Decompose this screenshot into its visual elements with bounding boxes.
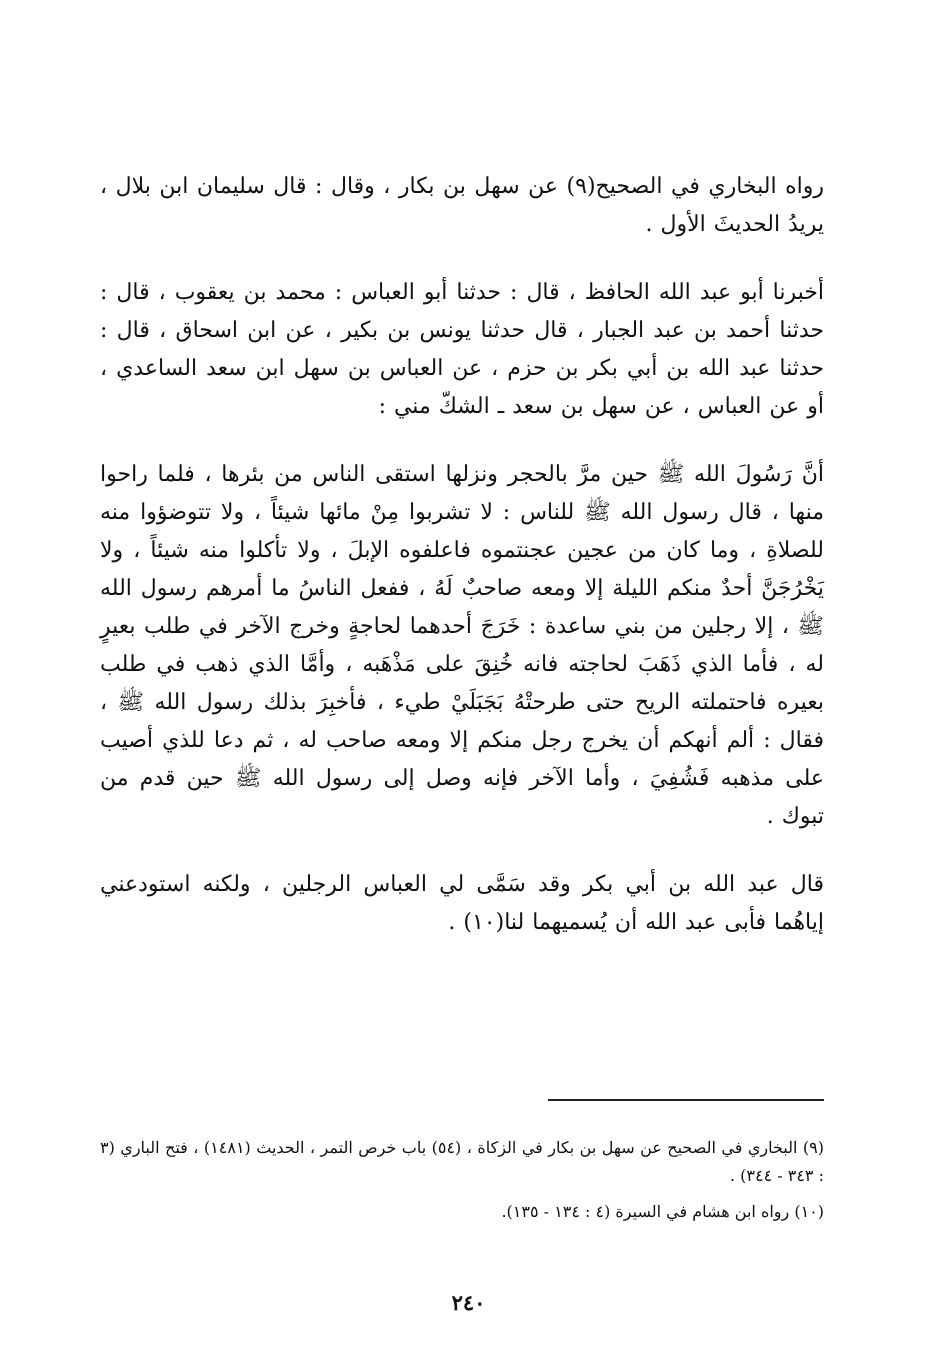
paragraph-1: رواه البخاري في الصحيح(٩) عن سهل بن بكار ، وقال : قال سليمان ابن بلال ، يريدُ الحديثَ الأول . xyxy=(100,174,824,237)
footnotes xyxy=(100,1134,824,1234)
footnote-9: (٩) البخاري في الصحيح عن سهل بن بكار في الزكاة ، (٥٤) باب خرص التمر ، الحديث (١٤٨١) ، فتح الباري (٣ : ٣٤٣ - ٣٤٤) . xyxy=(100,1138,824,1185)
paragraph-3: أنَّ رَسُولَ الله ﷺ حين مرَّ بالحجر ونزلها استقى الناس من بئرها ، فلما راحوا منها ، قال رسول الله ﷺ للناس : لا تشربوا مِنْ مائها شيئاً ، ولا تتوضؤوا منه للصلاةِ ، وما كان من عجين عجنتموه فاعلفوه الإبلَ ، ولا تأكلوا منه شيئاً ، ولا يَخْرُجَنَّ أحدٌ منكم الليلة إلا ومعه صاحبٌ لَهُ ، ففعل الناسُ ما أمرهم رسول الله ﷺ ، إلا رجلين من بني ساعدة : خَرَجَ أحدهما لحاجةٍ وخرج الآخر في طلب بعيرٍ له ، فأما الذي ذَهَبَ لحاجته فانه خُنِقَ على مَذْهَبه ، وأمَّا الذي ذهب في طلب بعيره فاحتملته الريح حتى طرحتْهُ بَجَبَلَيْ طيء ، فأخبِرَ بذلك رسول الله ﷺ ، فقال : ألم أنهكم أن يخرج رجل منكم إلا ومعه صاحب له ، ثم دعا للذي أصيب على مذهبه فَشُفِيَ ، وأما الآخر فإنه وصل إلى رسول الله ﷺ حين قدم من تبوك . xyxy=(100,462,824,829)
paragraph-2: أخبرنا أبو عبد الله الحافظ ، قال : حدثنا أبو العباس : محمد بن يعقوب ، قال : حدثنا أحمد بن عبد الجبار ، قال حدثنا يونس بن بكير ، عن ابن اسحاق ، قال : حدثنا عبد الله بن أبي بكر بن حزم ، عن العباس بن سهل ابن سعد الساعدي ، أو عن العباس ، عن سهل بن سعد ـ الشكّ مني : xyxy=(100,280,824,419)
main-text xyxy=(100,168,824,942)
footnote-10: (١٠) رواه ابن هشام في السيرة (٤ : ١٣٤ - ١٣٥). xyxy=(501,1202,824,1221)
page-number: ٢٤٠ xyxy=(451,1290,486,1315)
paragraph-4: قال عبد الله بن أبي بكر وقد سَمَّى لي العباس الرجلين ، ولكنه استودعني إياهُما فأبى عبد الله أن يُسميهما لنا(١٠) . xyxy=(100,872,824,935)
footnote-divider xyxy=(548,1099,824,1101)
